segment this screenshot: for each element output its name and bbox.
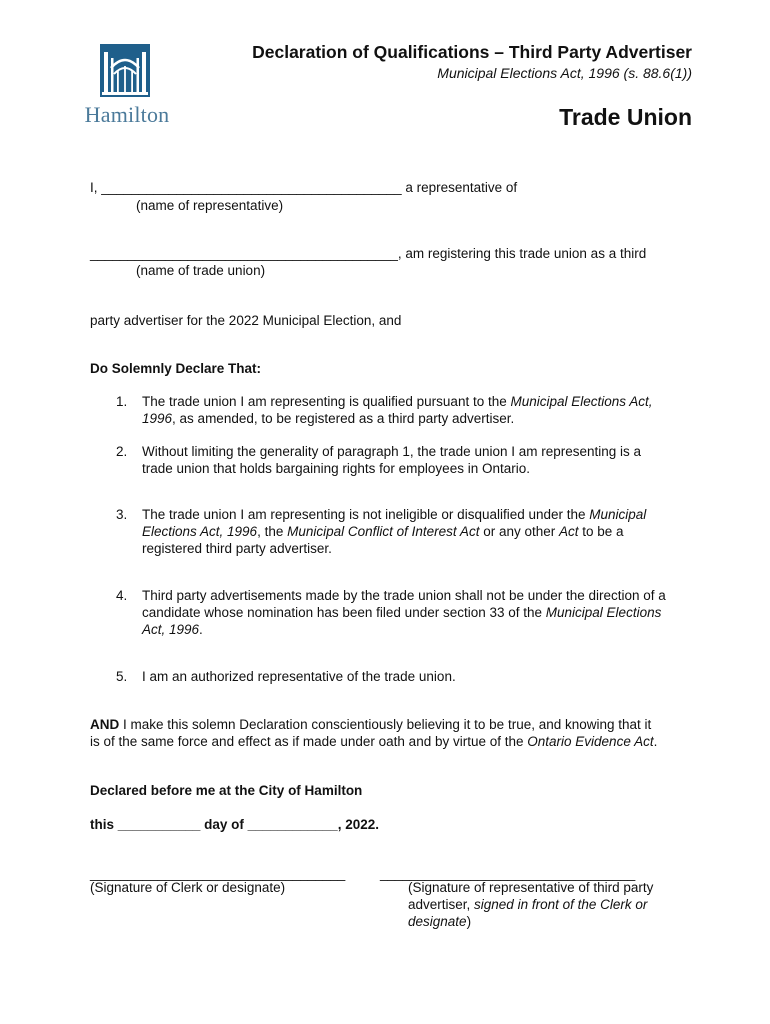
item-text: The trade union I am representing is qualified pursuant to the — [142, 394, 511, 409]
trade-union-name-line[interactable]: _________________________________________, am registering this trade union as a third — [90, 246, 647, 261]
item-text: trade union that holds bargaining rights for employees in Ontario. — [142, 461, 530, 476]
declaration-item — [116, 443, 676, 479]
trade-union-name-caption: (name of trade union) — [136, 263, 266, 278]
item-text: , the — [257, 524, 288, 539]
item-number: 4. — [116, 588, 128, 603]
hamilton-gate-logo-icon — [100, 44, 150, 97]
representative-signature-line[interactable]: __________________________________ — [380, 866, 636, 881]
document-type: Trade Union — [559, 104, 692, 130]
caption-text: advertiser, — [408, 897, 475, 912]
item-act-name: Municipal Elections Act, — [510, 394, 653, 409]
representative-name-line[interactable]: I, ________________________________________ a representative of — [90, 180, 518, 195]
item-text: or any other — [479, 524, 559, 539]
item-text: , as amended, to be registered as a third party advertiser. — [172, 411, 515, 426]
representative-signature-caption: (Signature of representative of third party — [408, 880, 654, 895]
item-number: 1. — [116, 394, 128, 409]
and-clause-lead: AND — [90, 717, 120, 732]
caption-text: ) — [466, 914, 472, 929]
item-number: 3. — [116, 507, 128, 522]
and-clause-line — [90, 716, 651, 734]
and-clause-text: is of the same force and effect as if made under oath and by virtue of the — [90, 734, 528, 749]
clerk-signature-line[interactable]: __________________________________ — [90, 866, 346, 881]
and-clause-line — [90, 733, 657, 751]
item-act-name: Municipal Elections — [545, 605, 662, 620]
item-act-name: Act, 1996 — [142, 622, 200, 637]
item-act-year: 1996 — [142, 411, 173, 426]
declared-before-heading: Declared before me at the City of Hamilton — [90, 783, 363, 798]
declaration-item — [116, 587, 676, 641]
declaration-item — [116, 506, 676, 560]
item-text: Without limiting the generality of paragraph 1, the trade union I am representing is a — [142, 444, 642, 459]
item-text: The trade union I am representing is not ineligible or disqualified under the — [142, 507, 590, 522]
item-text: registered third party advertiser. — [142, 541, 332, 556]
item-act-name: Municipal Conflict of Interest Act — [287, 524, 480, 539]
page-subtitle: Municipal Elections Act, 1996 (s. 88.6(1)) — [437, 65, 692, 81]
item-act-name: Elections Act, 1996 — [142, 524, 258, 539]
representative-signature-caption — [408, 914, 471, 929]
and-clause-text: I make this solemn Declaration conscientiously believing it to be true, and knowing that it — [119, 717, 652, 732]
declare-heading: Do Solemnly Declare That: — [90, 361, 262, 376]
item-act-name: Act — [559, 524, 579, 539]
item-text: I am an authorized representative of the trade union. — [142, 669, 456, 684]
item-number: 2. — [116, 444, 128, 459]
representative-signature-caption — [408, 897, 647, 912]
item-act-name: Municipal — [589, 507, 647, 522]
item-text: . — [199, 622, 203, 637]
continuation-text: party advertiser for the 2022 Municipal Election, and — [90, 313, 402, 328]
declaration-item — [116, 393, 676, 429]
item-text: Third party advertisements made by the trade union shall not be under the direction of a — [142, 588, 666, 603]
and-clause-act-name: Ontario Evidence Act — [527, 734, 654, 749]
declaration-item — [116, 668, 676, 686]
caption-text-italic: signed in front of the Clerk or — [474, 897, 648, 912]
item-text: candidate whose nomination has been filed under section 33 of the — [142, 605, 546, 620]
clerk-signature-caption: (Signature of Clerk or designate) — [90, 880, 286, 895]
representative-name-caption: (name of representative) — [136, 198, 284, 213]
date-line[interactable]: this ___________ day of ____________, 2022. — [90, 817, 379, 832]
item-number: 5. — [116, 669, 128, 684]
item-text: to be a — [578, 524, 624, 539]
caption-text-italic: designate — [408, 914, 467, 929]
logo-wordmark: Hamilton — [84, 102, 170, 127]
and-clause-text: . — [653, 734, 658, 749]
page-title: Declaration of Qualifications – Third Party Advertiser — [252, 42, 692, 62]
